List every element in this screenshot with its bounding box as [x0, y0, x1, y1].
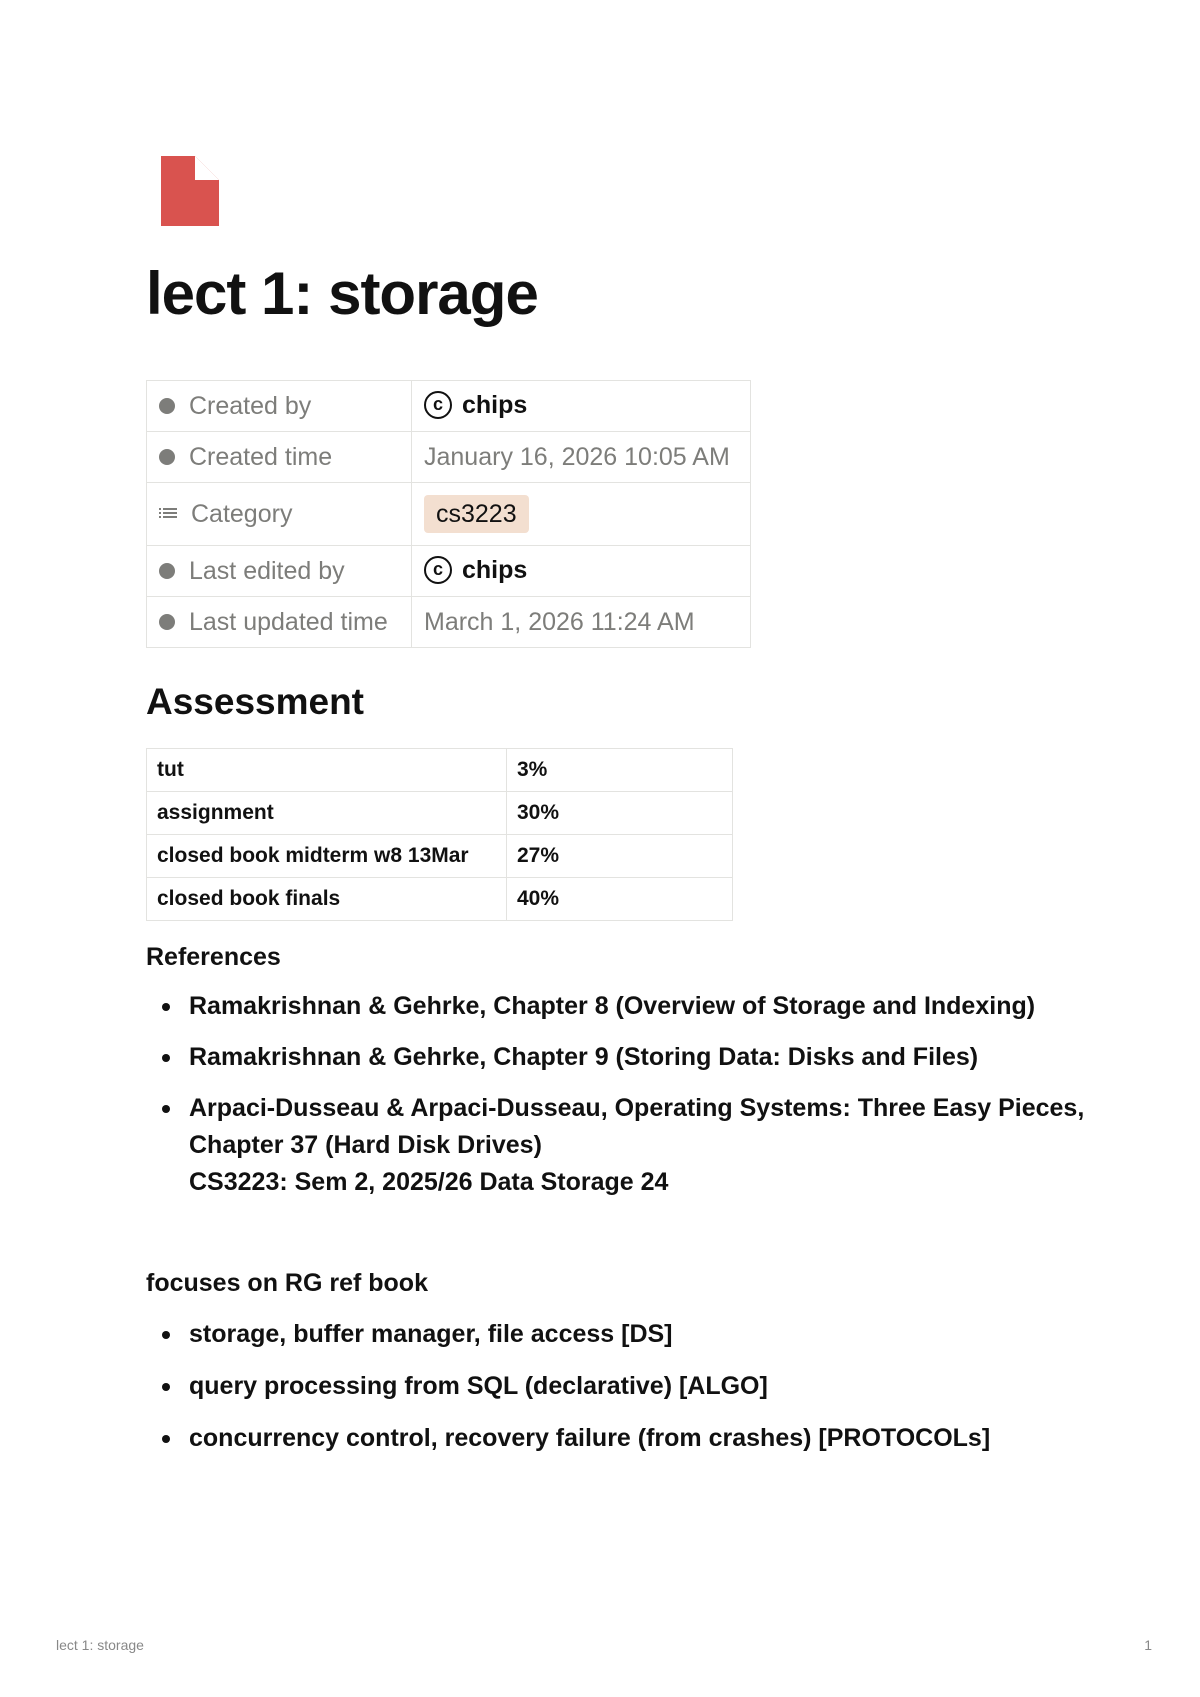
property-key	[147, 432, 412, 483]
assessment-weight: 30%	[507, 792, 733, 835]
reference-text: Arpaci-Dusseau & Arpaci-Dusseau, Operating Systems: Three Easy Pieces,	[189, 1094, 1085, 1122]
property-row	[147, 381, 751, 432]
list-item	[146, 988, 1086, 1025]
property-row	[147, 432, 751, 483]
property-value	[412, 483, 751, 546]
person-name[interactable]: chips	[462, 556, 528, 585]
assessment-weight: 3%	[507, 749, 733, 792]
reference-text: Chapter 37 (Hard Disk Drives)	[189, 1131, 542, 1159]
assessment-item: assignment	[147, 792, 507, 835]
assessment-item: tut	[147, 749, 507, 792]
property-key	[147, 597, 412, 648]
reference-text: Ramakrishnan & Gehrke, Chapter 8 (Overview of Storage and Indexing)	[189, 992, 1036, 1020]
property-key-label: Created by	[189, 391, 312, 420]
table-row	[147, 792, 733, 835]
table-row	[147, 835, 733, 878]
list-icon	[159, 506, 177, 522]
person-icon	[159, 398, 175, 414]
properties-table	[146, 380, 751, 648]
property-key-label: Created time	[189, 442, 333, 471]
date-value: March 1, 2026 11:24 AM	[424, 607, 695, 636]
property-value	[412, 432, 751, 483]
document-icon	[161, 156, 219, 226]
references-label: References	[146, 943, 281, 971]
date-value: January 16, 2026 10:05 AM	[424, 442, 730, 471]
property-value	[412, 381, 751, 432]
list-item: storage, buffer manager, file access [DS]	[146, 1316, 1086, 1353]
focus-label: focuses on RG ref book	[146, 1269, 428, 1297]
property-row	[147, 597, 751, 648]
person-icon	[159, 563, 175, 579]
property-key-label: Last edited by	[189, 556, 345, 585]
property-row	[147, 483, 751, 546]
avatar: c	[424, 556, 452, 584]
clock-icon	[159, 614, 175, 630]
property-key	[147, 483, 412, 546]
assessment-item: closed book finals	[147, 878, 507, 921]
table-row	[147, 749, 733, 792]
property-value	[412, 597, 751, 648]
footer-title: lect 1: storage	[56, 1637, 144, 1653]
property-value	[412, 546, 751, 597]
focus-list	[146, 1316, 1086, 1472]
category-tag[interactable]: cs3223	[424, 495, 529, 533]
reference-text: Ramakrishnan & Gehrke, Chapter 9 (Storing Data: Disks and Files)	[189, 1043, 979, 1071]
property-key-label: Last updated time	[189, 607, 388, 636]
assessment-weight: 27%	[507, 835, 733, 878]
assessment-heading: Assessment	[146, 681, 365, 722]
property-key-label: Category	[191, 499, 293, 528]
references-list	[146, 988, 1086, 1215]
assessment-table	[146, 748, 733, 921]
assessment-item: closed book midterm w8 13Mar	[147, 835, 507, 878]
avatar: c	[424, 391, 452, 419]
page-number: 1	[1144, 1637, 1152, 1653]
list-item: query processing from SQL (declarative) [ALGO]	[146, 1368, 1086, 1405]
person-name[interactable]: chips	[462, 391, 528, 420]
list-item	[146, 1039, 1086, 1076]
list-item	[146, 1090, 1086, 1201]
table-row	[147, 878, 733, 921]
property-key	[147, 381, 412, 432]
property-key	[147, 546, 412, 597]
reference-text: CS3223: Sem 2, 2025/26 Data Storage 24	[189, 1168, 669, 1196]
list-item: concurrency control, recovery failure (from crashes) [PROTOCOLs]	[146, 1420, 1086, 1457]
assessment-weight: 40%	[507, 878, 733, 921]
property-row	[147, 546, 751, 597]
clock-icon	[159, 449, 175, 465]
page-title: lect 1: storage	[146, 260, 538, 327]
